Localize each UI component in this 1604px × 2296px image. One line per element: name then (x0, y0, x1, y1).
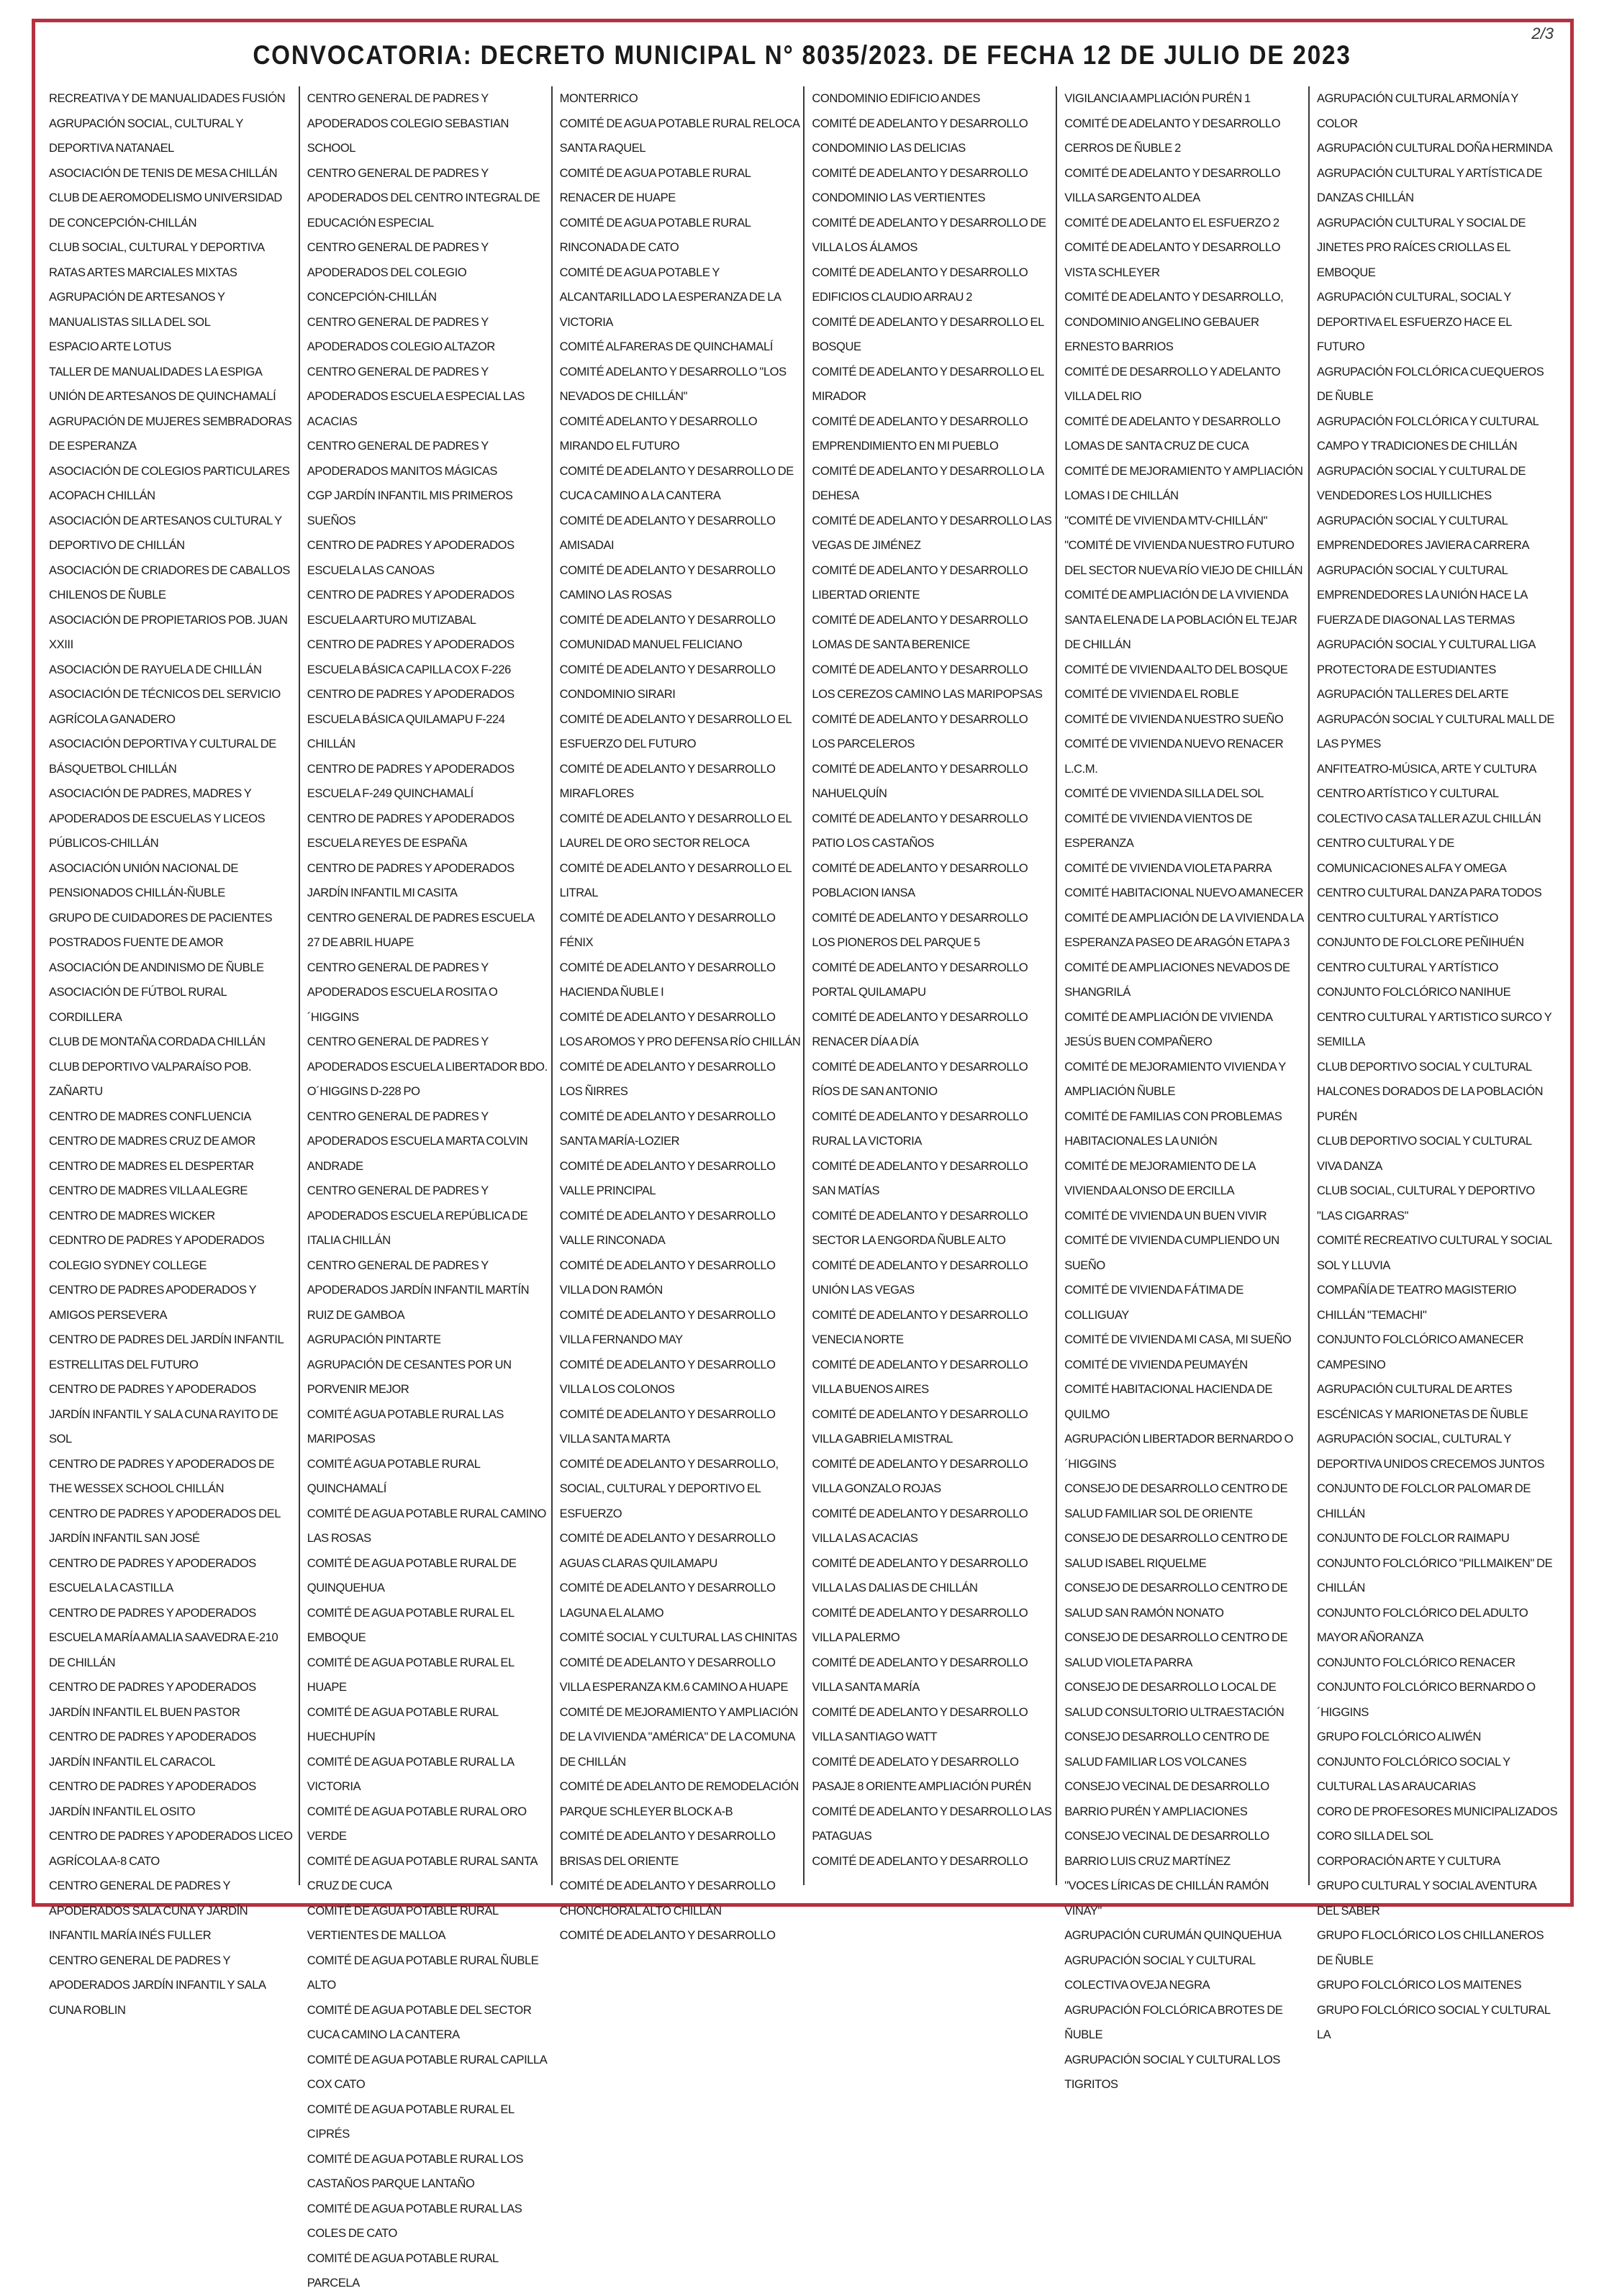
list-item: COMITÉ DE ADELANTO Y DESARROLLO LAS PATAGUAS (812, 1805, 1052, 1843)
column-1 (46, 86, 299, 2017)
list-item: COMITÉ DE ADELANTO Y DESARROLLO BRISAS DEL ORIENTE (559, 1830, 776, 1868)
list-item: CENTRO GENERAL DE PADRES Y APODERADOS DEL CENTRO INTEGRAL DE EDUCACIÓN ESPECIAL (307, 166, 540, 230)
list-item: VIGILANCIA AMPLIACIÓN PURÉN 1 (1064, 92, 1251, 105)
list-item: COMITÉ RECREATIVO CULTURAL Y SOCIAL SOL Y LLUVIA (1316, 1234, 1552, 1272)
list-item: COMITÉ DE ADELANTO Y DESARROLLO, CONDOMINIO ANGELINO GEBAUER ERNESTO BARRIOS (1064, 291, 1284, 353)
list-item: CLUB DE AEROMODELISMO UNIVERSIDAD DE CONCEPCIÓN-CHILLÁN (49, 191, 282, 230)
list-item: CENTRO GENERAL DE PADRES Y APODERADOS JARDÍN INFANTIL MARTÍN RUIZ DE GAMBOA (307, 1258, 530, 1322)
list-item: COMITÉ DE AGUA POTABLE RURAL PARCELA (307, 2251, 499, 2290)
list-item: AGRUPACIÓN SOCIAL Y CULTURAL EMPRENDEDORES JAVIERA CARRERA (1316, 514, 1530, 552)
list-item: COMITÉ DE ADELANTO Y DESARROLLO COMUNIDAD MANUEL FELICIANO (559, 613, 776, 651)
list-item: COMITÉ DE ADELANTO Y DESARROLLO LOMAS DE SANTA CRUZ DE CUCA (1064, 414, 1281, 453)
list-item: CENTRO DE MADRES VILLA ALEGRE (49, 1184, 248, 1197)
list-item: CENTRO GENERAL DE PADRES Y APODERADOS ESCUELA ROSITA O´HIGGINS (307, 961, 498, 1024)
list-item: ASOCIACIÓN DE PADRES, MADRES Y APODERADOS DE ESCUELAS Y LICEOS PÚBLICOS-CHILLÁN (49, 787, 266, 850)
list-item: COMITÉ DE ADELANTO Y DESARROLLO VILLA SANTA MARTA (559, 1407, 776, 1446)
list-item: COMITÉ DE ADELANTO Y DESARROLLO VALLE PRINCIPAL (559, 1159, 776, 1197)
list-item: CENTRO CULTURAL Y ARTISTICO SURCO Y SEMILLA (1316, 1010, 1552, 1048)
list-item: COMITÉ DE ADELANTO Y DESARROLLO AMISADAI (559, 514, 776, 552)
list-item: "VOCES LÍRICAS DE CHILLÁN RAMÓN VINAY" (1064, 1879, 1269, 1918)
list-item: CEDNTRO DE PADRES Y APODERADOS COLEGIO SYDNEY COLLEGE (49, 1234, 265, 1272)
list-item: AGRUPACIÓN SOCIAL Y CULTURAL EMPRENDEDORES LA UNIÓN HACE LA FUERZA DE DIAGONAL LAS TERMAS (1316, 563, 1528, 627)
list-item: COMITÉ DE ADELANTO Y DESARROLLO SANTA MARÍA-LOZIER (559, 1110, 776, 1148)
list-item: COMITÉ DE ADELANTO Y DESARROLLO VILLA SANTA MARÍA (812, 1656, 1028, 1694)
list-item: COMITÉ DE AGUA POTABLE RURAL CAMINO LAS ROSAS (307, 1507, 546, 1545)
list-item: CENTRO DE PADRES Y APODERADOS JARDÍN INFANTIL Y SALA CUNA RAYITO DE SOL (49, 1383, 278, 1446)
list-item: CENTRO DE PADRES Y APODERADOS ESCUELA ARTURO MUTIZABAL (307, 589, 515, 627)
list-item: CORPORACIÓN ARTE Y CULTURA (1316, 1854, 1500, 1868)
list-item: MONTERRICO (559, 92, 638, 105)
list-item: COMITÉ DE ADELANTO Y DESARROLLO VILLA SARGENTO ALDEA (1064, 166, 1281, 204)
list-item: CENTRO GENERAL DE PADRES Y APODERADOS COLEGIO ALTAZOR (307, 315, 495, 353)
list-item: AGRUPACIÓN DE MUJERES SEMBRADORAS DE ESPERANZA (49, 414, 292, 453)
list-item: COMITÉ DE AGUA POTABLE RURAL LA VICTORIA (307, 1755, 514, 1793)
list-item: CENTRO CULTURAL Y ARTÍSTICO CONJUNTO DE FOLCLORE PEÑIHUÉN (1316, 911, 1524, 949)
list-item: COMITÉ DE AGUA POTABLE RURAL DE QUINQUEHUA (307, 1556, 517, 1594)
list-item: CENTRO GENERAL DE PADRES Y APODERADOS DEL COLEGIO CONCEPCIÓN-CHILLÁN (307, 241, 489, 304)
list-item: AGRUPACIÓN SOCIAL Y CULTURAL DE VENDEDORES LOS HUILLICHES (1316, 464, 1526, 502)
list-item: COMITÉ DE ADELANTO Y DESARROLLO VENECIA NORTE (812, 1308, 1028, 1346)
list-item: CLUB DE MONTAÑA CORDADA CHILLÁN (49, 1035, 266, 1048)
list-item: AGRUPACIÓN CULTURAL Y SOCIAL DE JINETES PRO RAÍCES CRIOLLAS EL EMBOQUE (1316, 216, 1526, 279)
list-item: COMITÉ DE ADELANTO Y DESARROLLO VILLA ESPERANZA KM.6 CAMINO A HUAPE (559, 1656, 789, 1694)
list-item: COMITÉ DE ADELANTO Y DESARROLLO EMPRENDIMIENTO EN MI PUEBLO (812, 414, 1028, 453)
list-item: COMITÉ DE ADELANTO Y DESARROLLO FÉNIX (559, 911, 776, 949)
list-item: CENTRO DE PADRES Y APODERADOS JARDÍN INFANTIL EL CARACOL (49, 1730, 256, 1769)
list-item: COMITÉ DE ADELANTO Y DESARROLLO LOS ÑIRRES (559, 1060, 776, 1098)
list-item: COMITÉ DE AGUA POTABLE RURAL RINCONADA DE CATO (559, 216, 751, 254)
list-item: CENTRO CULTURAL Y ARTÍSTICO CONJUNTO FOLCLÓRICO NANIHUE (1316, 961, 1511, 999)
list-item: CORO DE PROFESORES MUNICIPALIZADOS (1316, 1805, 1558, 1818)
list-item: COMITÉ DE VIVIENDA PEUMAYÉN (1064, 1358, 1248, 1371)
list-item: "COMITÉ DE VIVIENDA NUESTRO FUTURO DEL SECTOR NUEVA RÍO VIEJO DE CHILLÁN (1064, 539, 1303, 577)
list-item: ASOCIACIÓN DE TÉCNICOS DEL SERVICIO AGRÍCOLA GANADERO (49, 688, 281, 726)
list-item: CENTRO DE PADRES Y APODERADOS JARDÍN INFANTIL EL OSITO (49, 1780, 256, 1818)
list-item: AGRUPACIÓN PINTARTE (307, 1333, 441, 1346)
list-item: ANFITEATRO-MÚSICA, ARTE Y CULTURA (1316, 762, 1536, 776)
list-item: COMITÉ DE ADELANTO Y DESARROLLO CONDOMINIO SIRARI (559, 663, 776, 701)
organizations-list (46, 86, 1561, 2290)
list-item: CENTRO GENERAL DE PADRES Y APODERADOS ESCUELA LIBERTADOR BDO. O´HIGGINS D-228 PO (307, 1035, 548, 1098)
list-item: COMITÉ DE AGUA POTABLE RURAL ORO VERDE (307, 1805, 527, 1843)
list-item: TALLER DE MANUALIDADES LA ESPIGA (49, 365, 263, 378)
list-item: COMITÉ DE AMPLIACIÓN DE LA VIVIENDA LA ESPERANZA PASEO DE ARAGÓN ETAPA 3 (1064, 911, 1304, 949)
list-item: COMITÉ DE ADELANTO Y DESARROLLO LOS PIONEROS DEL PARQUE 5 (812, 911, 1028, 949)
list-item: COMITÉ DE ADELANTO Y DESARROLLO EL LITRAL (559, 861, 792, 899)
column-5 (1056, 86, 1308, 2091)
list-item: AGRUPACIÓN CULTURAL Y ARTÍSTICA DE DANZAS CHILLÁN (1316, 166, 1543, 204)
list-item: AGRUPACIÓN CURUMÁN QUINQUEHUA (1064, 1929, 1282, 1942)
list-item: CONSEJO VECINAL DE DESARROLLO BARRIO LUIS CRUZ MARTÍNEZ (1064, 1830, 1269, 1868)
list-item: COMITÉ DE ADELANTO Y DESARROLLO CONDOMINIO LAS VERTIENTES (812, 166, 1028, 204)
list-item: COMITÉ DE ADELANTO Y DESARROLLO DE CUCA CAMINO A LA CANTERA (559, 464, 794, 502)
list-item: CENTRO ARTÍSTICO Y CULTURAL COLECTIVO CASA TALLER AZUL CHILLÁN (1316, 787, 1541, 825)
list-item: ASOCIACIÓN DE CRIADORES DE CABALLOS CHILENOS DE ÑUBLE (49, 563, 291, 602)
list-item: CONSEJO DE DESARROLLO CENTRO DE SALUD SAN RAMÓN NONATO (1064, 1582, 1288, 1620)
list-item: AGRUPACIÓN SOCIAL Y CULTURAL LOS TIGRITOS (1064, 2053, 1281, 2091)
list-item: COMITÉ DE AGUA POTABLE RURAL EL HUAPE (307, 1656, 515, 1694)
list-item: COMITÉ DE ADELANTO Y DESARROLLO EDIFICIOS CLAUDIO ARRAU 2 (812, 266, 1028, 304)
list-item: ASOCIACIÓN DE RAYUELA DE CHILLÁN (49, 663, 262, 676)
list-item: CENTRO DE MADRES EL DESPERTAR (49, 1159, 254, 1173)
list-item: COMITÉ DE ADELANTO Y DESARROLLO PATIO LOS CASTAÑOS (812, 812, 1028, 850)
list-item: COMITÉ ADELANTO Y DESARROLLO MIRANDO EL FUTURO (559, 414, 758, 453)
list-item: ASOCIACIÓN DE COLEGIOS PARTICULARES ACOPACH CHILLÁN (49, 464, 290, 502)
list-item: CENTRO DE PADRES Y APODERADOS LICEO AGRÍCOLA A-8 CATO (49, 1830, 293, 1868)
list-item: CENTRO DE PADRES Y APODERADOS ESCUELA BÁSICA CAPILLA COX F-226 (307, 638, 515, 676)
list-item: COMITÉ DE ADELANTO Y DESARROLLO DE VILLA LOS ÁLAMOS (812, 216, 1046, 254)
list-item: COMITÉ DE AMPLIACIÓN DE VIVIENDA JESÚS BUEN COMPAÑERO (1064, 1010, 1272, 1048)
list-item: CONSEJO DE DESARROLLO LOCAL DE SALUD CONSULTORIO ULTRAESTACIÓN (1064, 1681, 1284, 1719)
list-item: ASOCIACIÓN DE PROPIETARIOS POB. JUAN XXIII (49, 613, 288, 651)
list-item: AGRUPACIÓN SOCIAL, CULTURAL Y DEPORTIVA NATANAEL (49, 117, 243, 155)
list-item: CONDOMINIO EDIFICIO ANDES (812, 92, 981, 105)
list-item: CENTRO DE PADRES Y APODERADOS ESCUELA LA CASTILLA (49, 1556, 256, 1594)
list-item: CENTRO DE MADRES WICKER (49, 1209, 215, 1222)
list-item: COMITÉ DE ADELANTO Y DESARROLLO LAGUNA EL ALAMO (559, 1582, 776, 1620)
list-item: CENTRO DE PADRES Y APODERADOS ESCUELA LAS CANOAS (307, 539, 515, 577)
list-item: COMITÉ DE ADELANTO Y DESARROLLO VILLA LAS DALIAS DE CHILLÁN (812, 1556, 1028, 1594)
list-item: AGRUPACIÓN FOLCLÓRICA Y CULTURAL CAMPO Y TRADICIONES DE CHILLÁN (1316, 414, 1539, 453)
list-item: ASOCIACIÓN DE ANDINISMO DE ÑUBLE (49, 961, 264, 974)
list-item: COMITÉ DE ADELANTO Y DESARROLLO SECTOR LA ENGORDA ÑUBLE ALTO (812, 1209, 1028, 1247)
list-item: COMITÉ DE AGUA POTABLE RURAL SANTA CRUZ DE CUCA (307, 1854, 538, 1892)
list-item: COMITÉ DE VIVIENDA VIENTOS DE ESPERANZA (1064, 812, 1253, 850)
page-number: 2/3 (1531, 24, 1554, 42)
list-item: COMITÉ DE ADELANTO Y DESARROLLO LOMAS DE SANTA BERENICE (812, 613, 1028, 651)
list-item: UNIÓN DE ARTESANOS DE QUINCHAMALÍ (49, 390, 276, 403)
list-item: COMITÉ DE AMPLIACIONES NEVADOS DE SHANGRILÁ (1064, 961, 1290, 999)
list-item: ESPACIO ARTE LOTUS (49, 340, 171, 353)
list-item: COMITÉ ALFARERAS DE QUINCHAMALÍ (559, 340, 773, 353)
list-item: COMITÉ DE ADELANTO Y DESARROLLO CHONCHORAL ALTO CHILLÁN (559, 1879, 776, 1918)
list-item: COMITÉ DE ADELANTO Y DESARROLLO RÍOS DE SAN ANTONIO (812, 1060, 1028, 1098)
list-item: COMITÉ DE AMPLIACIÓN DE LA VIVIENDA SANTA ELENA DE LA POBLACIÓN EL TEJAR DE CHILLÁN (1064, 589, 1297, 651)
list-item: COMITÉ DE MEJORAMIENTO Y AMPLIACIÓN DE LA VIVIENDA "AMÉRICA" DE LA COMUNA DE CHILLÁN (559, 1705, 798, 1769)
list-item: CENTRO GENERAL DE PADRES Y APODERADOS SALA CUNA Y JARDÍN INFANTIL MARÍA INÉS FULLER (49, 1879, 248, 1942)
list-item: COMITÉ DE AGUA POTABLE RURAL ÑUBLE ALTO (307, 1954, 539, 1992)
list-item: COMITÉ DE ADELANTO Y DESARROLLO VILLA PALERMO (812, 1606, 1028, 1644)
list-item: COMITÉ DE FAMILIAS CON PROBLEMAS HABITACIONALES LA UNIÓN (1064, 1110, 1282, 1148)
list-item: ASOCIACIÓN DEPORTIVA Y CULTURAL DE BÁSQUETBOL CHILLÁN (49, 738, 276, 776)
list-item: COMITÉ DE ADELANTO Y DESARROLLO HACIENDA ÑUBLE I (559, 961, 776, 999)
list-item: GRUPO FOLCLÓRICO LOS MAITENES (1316, 1979, 1522, 1992)
list-item: AGRUPACIÓN CULTURAL DOÑA HERMINDA (1316, 142, 1553, 155)
list-item: COMITÉ DE ADELANTO Y DESARROLLO NAHUELQUÍN (812, 762, 1028, 800)
list-item: "COMITÉ DE VIVIENDA MTV-CHILLÁN" (1064, 514, 1268, 527)
list-item: COMITÉ DE VIVIENDA MI CASA, MI SUEÑO (1064, 1333, 1292, 1346)
list-item: COMITÉ DE ADELANTO Y DESARROLLO VILLA LOS COLONOS (559, 1358, 776, 1396)
list-item: CENTRO DE PADRES DEL JARDÍN INFANTIL ESTRELLITAS DEL FUTURO (49, 1333, 284, 1371)
list-item: COMITÉ ADELANTO Y DESARROLLO "LOS NEVADOS DE CHILLÁN" (559, 365, 787, 403)
list-item: CONSEJO DE DESARROLLO CENTRO DE SALUD VIOLETA PARRA (1064, 1631, 1288, 1669)
list-item: COMITÉ DE VIVIENDA VIOLETA PARRA (1064, 861, 1272, 875)
list-item: CLUB SOCIAL, CULTURAL Y DEPORTIVA RATAS ARTES MARCIALES MIXTAS (49, 241, 264, 279)
list-item: CENTRO GENERAL DE PADRES Y APODERADOS ESCUELA MARTA COLVIN ANDRADE (307, 1110, 528, 1173)
list-item: COMITÉ DE ADELANTO Y DESARROLLO UNIÓN LAS VEGAS (812, 1258, 1028, 1297)
list-item: COMITÉ DE ADELANTO Y DESARROLLO LOS PARCELEROS (812, 712, 1028, 750)
list-item: COMITÉ HABITACIONAL HACIENDA DE QUILMO (1064, 1383, 1273, 1421)
list-item: COMITÉ DE ADELANTO Y DESARROLLO VILLA SANTIAGO WATT (812, 1705, 1028, 1743)
list-item: COMITÉ DE ADELANTO Y DESARROLLO CONDOMINIO LAS DELICIAS (812, 117, 1028, 155)
list-item: COMITÉ DE AGUA POTABLE RURAL RENACER DE HUAPE (559, 166, 751, 204)
list-item: COMITÉ DE ADELANTO DE REMODELACIÓN PARQUE SCHLEYER BLOCK A-B (559, 1780, 799, 1818)
column-2 (299, 86, 551, 2290)
list-item: GRUPO FOLCLÓRICO ALIWÉN (1316, 1730, 1482, 1743)
list-item: CONSEJO VECINAL DE DESARROLLO BARRIO PURÉN Y AMPLIACIONES (1064, 1780, 1269, 1818)
list-item: AGRUPACIÓN CULTURAL ARMONÍA Y COLOR (1316, 92, 1518, 130)
list-item: COMITÉ DE VIVIENDA EL ROBLE (1064, 688, 1239, 701)
list-item: COMITÉ DE VIVIENDA CUMPLIENDO UN SUEÑO (1064, 1234, 1279, 1272)
list-item: AGRUPACIÓN SOCIAL Y CULTURAL LIGA PROTECTORA DE ESTUDIANTES (1316, 638, 1536, 676)
list-item: CENTRO DE PADRES Y APODERADOS JARDÍN INFANTIL MI CASITA (307, 861, 515, 899)
list-item: CLUB DEPORTIVO SOCIAL Y CULTURAL VIVA DANZA (1316, 1135, 1531, 1173)
list-item: CENTRO DE MADRES CRUZ DE AMOR (49, 1135, 255, 1148)
list-item: AGRUPACIÓN DE ARTESANOS Y MANUALISTAS SILLA DEL SOL (49, 291, 225, 329)
list-item: COMITÉ DE ADELANTO Y DESARROLLO LIBERTAD ORIENTE (812, 563, 1028, 602)
list-item: COMITÉ DE ADELANTO Y DESARROLLO EL ESFUERZO DEL FUTURO (559, 712, 792, 750)
list-item: CENTRO GENERAL DE PADRES Y APODERADOS ESCUELA ESPECIAL LAS ACACIAS (307, 365, 525, 428)
page-title: CONVOCATORIA: DECRETO MUNICIPAL N° 8035/2023. DE FECHA 12 DE JULIO DE 2023 (253, 40, 1351, 70)
list-item: CONJUNTO FOLCLÓRICO RENACER (1316, 1656, 1515, 1669)
list-item: AGRUPACÓN SOCIAL Y CULTURAL MALL DE LAS PYMES (1316, 712, 1555, 750)
list-item: GRUPO CULTURAL Y SOCIAL AVENTURA DEL SABER (1316, 1879, 1536, 1918)
list-item: CONSEJO DE DESARROLLO CENTRO DE SALUD ISABEL RIQUELME (1064, 1532, 1288, 1570)
list-item: COMITÉ DE ADELANTO Y DESARROLLO LA DEHESA (812, 464, 1043, 502)
list-item: COMITÉ DE ADELANTO Y DESARROLLO, SOCIAL, CULTURAL Y DEPORTIVO EL ESFUERZO (559, 1457, 779, 1520)
list-item: ASOCIACIÓN DE ARTESANOS CULTURAL Y DEPORTIVO DE CHILLÁN (49, 514, 282, 552)
list-item: COMITÉ DE ADELANTO Y DESARROLLO VILLA FERNANDO MAY (559, 1308, 776, 1346)
list-item: CONJUNTO FOLCLÓRICO BERNARDO O´HIGGINS (1316, 1681, 1536, 1719)
list-item: COMITÉ AGUA POTABLE RURAL QUINCHAMALÍ (307, 1457, 480, 1495)
list-item: AGRUPACIÓN LIBERTADOR BERNARDO O´HIGGINS (1064, 1433, 1294, 1471)
list-item: COMITÉ DE VIVIENDA UN BUEN VIVIR (1064, 1209, 1267, 1222)
list-item: COMITÉ DE ADELANTO Y DESARROLLO AGUAS CLARAS QUILAMAPU (559, 1532, 776, 1570)
list-item: COMITÉ DE ADELANTO Y DESARROLLO RURAL LA VICTORIA (812, 1110, 1028, 1148)
list-item: CENTRO GENERAL DE PADRES Y APODERADOS COLEGIO SEBASTIAN SCHOOL (307, 92, 509, 155)
list-item: ASOCIACIÓN DE TENIS DE MESA CHILLÁN (49, 166, 278, 180)
list-item: COMITÉ DE ADELANTO Y DESARROLLO LOS CEREZOS CAMINO LAS MARIPOPSAS (812, 663, 1043, 701)
list-item: CORO SILLA DEL SOL (1316, 1830, 1433, 1843)
list-item: CLUB DEPORTIVO SOCIAL Y CULTURAL HALCONES DORADOS DE LA POBLACIÓN PURÉN (1316, 1060, 1544, 1123)
list-item: CENTRO DE PADRES Y APODERADOS ESCUELA BÁSICA QUILAMAPU F-224 CHILLÁN (307, 688, 515, 750)
list-item: CONJUNTO DE FOLCLOR PALOMAR DE CHILLÁN (1316, 1482, 1531, 1520)
list-item: COMITÉ DE ADELANTO Y DESARROLLO SAN MATÍAS (812, 1159, 1028, 1197)
list-item: COMITÉ DE MEJORAMIENTO VIVIENDA Y AMPLIACIÓN ÑUBLE (1064, 1060, 1286, 1098)
list-item: COMITÉ DE ADELANTO Y DESARROLLO (559, 1929, 776, 1942)
list-item: COMITÉ DE AGUA POTABLE RURAL LAS COLES DE CATO (307, 2202, 522, 2240)
list-item: CENTRO DE MADRES CONFLUENCIA (49, 1110, 251, 1123)
list-item: AGRUPACIÓN SOCIAL, CULTURAL Y DEPORTIVA UNIDOS CRECEMOS JUNTOS (1316, 1433, 1545, 1471)
list-item: COMITÉ DE DESARROLLO Y ADELANTO VILLA DEL RIO (1064, 365, 1281, 403)
list-item: COMITÉ DE AGUA POTABLE DEL SECTOR CUCA CAMINO LA CANTERA (307, 2003, 532, 2041)
list-item: CENTRO GENERAL DE PADRES Y APODERADOS ESCUELA REPÚBLICA DE ITALIA CHILLÁN (307, 1184, 528, 1247)
list-item: AGRUPACIÓN CULTURAL, SOCIAL Y DEPORTIVA EL ESFUERZO HACE EL FUTURO (1316, 291, 1512, 353)
list-item: CENTRO DE PADRES Y APODERADOS DEL JARDÍN INFANTIL SAN JOSÉ (49, 1507, 281, 1545)
list-item: COMITÉ DE ADELANTO Y DESARROLLO RENACER DÍA A DÍA (812, 1010, 1028, 1048)
list-item: COMITÉ DE ADELANTO Y DESARROLLO EL MIRADOR (812, 365, 1044, 403)
list-item: COMITÉ DE ADELATO Y DESARROLLO PASAJE 8 ORIENTE AMPLIACIÓN PURÉN (812, 1755, 1031, 1793)
list-item: COMITÉ DE ADELANTO Y DESARROLLO EL BOSQUE (812, 315, 1044, 353)
list-item: COMITÉ DE ADELANTO Y DESARROLLO EL LAUREL DE ORO SECTOR RELOCA (559, 812, 792, 850)
list-item: CENTRO DE PADRES Y APODERADOS ESCUELA REYES DE ESPAÑA (307, 812, 515, 850)
list-item: COMITÉ DE ADELANTO Y DESARROLLO PORTAL QUILAMAPU (812, 961, 1028, 999)
list-item: CONJUNTO FOLCLÓRICO DEL ADULTO MAYOR AÑORANZA (1316, 1606, 1528, 1644)
list-item: GRUPO FOLCLÓRICO SOCIAL Y CULTURAL LA (1316, 2003, 1551, 2041)
list-item: COMITÉ DE AGUA POTABLE RURAL RELOCA SANTA RAQUEL (559, 117, 799, 155)
list-item: CONJUNTO DE FOLCLOR RAIMAPU (1316, 1532, 1510, 1545)
list-item: COMITÉ DE ADELANTO Y DESARROLLO CERROS DE ÑUBLE 2 (1064, 117, 1281, 155)
list-item: COMITÉ DE AGUA POTABLE Y ALCANTARILLADO LA ESPERANZA DE LA VICTORIA (559, 266, 781, 329)
list-item: GRUPO DE CUIDADORES DE PACIENTES POSTRADOS FUENTE DE AMOR (49, 911, 273, 949)
list-item: AGRUPACIÓN FOLCLÓRICA CUEQUEROS DE ÑUBLE (1316, 365, 1544, 403)
list-item: COMITÉ DE AGUA POTABLE RURAL LOS CASTAÑOS PARQUE LANTAÑO (307, 2152, 524, 2190)
list-item: CENTRO DE PADRES Y APODERADOS ESCUELA F-249 QUINCHAMALÍ (307, 762, 515, 800)
list-item: CONSEJO DE DESARROLLO CENTRO DE SALUD FAMILIAR SOL DE ORIENTE (1064, 1482, 1288, 1520)
list-item: COMITÉ DE AGUA POTABLE RURAL VERTIENTES DE MALLOA (307, 1904, 499, 1942)
list-item: AGRUPACIÓN TALLERES DEL ARTE (1316, 688, 1509, 701)
list-item: ASOCIACIÓN UNIÓN NACIONAL DE PENSIONADOS CHILLÁN-ÑUBLE (49, 861, 238, 899)
column-6 (1308, 86, 1561, 2041)
list-item: CENTRO CULTURAL Y DE COMUNICACIONES ALFA Y OMEGA (1316, 837, 1507, 875)
list-item: COMITÉ DE ADELANTO Y DESARROLLO MIRAFLORES (559, 762, 776, 800)
list-item: COMITÉ DE VIVIENDA ALTO DEL BOSQUE (1064, 663, 1288, 676)
list-item: COMITÉ DE AGUA POTABLE RURAL HUECHUPÍN (307, 1705, 499, 1743)
list-item: ASOCIACIÓN DE FÚTBOL RURAL CORDILLERA (49, 986, 227, 1024)
list-item: CENTRO GENERAL DE PADRES ESCUELA 27 DE ABRIL HUAPE (307, 911, 534, 949)
list-item: AGRUPACIÓN DE CESANTES POR UN PORVENIR MEJOR (307, 1358, 512, 1396)
list-item: COMPAÑÍA DE TEATRO MAGISTERIO CHILLÁN "TEMACHI" (1316, 1284, 1516, 1322)
list-item: COMITÉ DE ADELANTO Y DESARROLLO VISTA SCHLEYER (1064, 241, 1281, 279)
list-item: COMITÉ DE ADELANTO Y DESARROLLO LAS VEGAS DE JIMÉNEZ (812, 514, 1052, 552)
list-item: CGP JARDÍN INFANTIL MIS PRIMEROS SUEÑOS (307, 489, 513, 527)
list-item: COMITÉ DE AGUA POTABLE RURAL CAPILLA COX CATO (307, 2053, 547, 2091)
list-item: CENTRO DE PADRES Y APODERADOS ESCUELA MARÍA AMALIA SAAVEDRA E-210 DE CHILLÁN (49, 1606, 278, 1669)
list-item: COMITÉ DE AGUA POTABLE RURAL EL CIPRÉS (307, 2102, 515, 2141)
list-item: COMITÉ DE ADELANTO Y DESARROLLO VILLA GONZALO ROJAS (812, 1457, 1028, 1495)
list-item: CONJUNTO FOLCLÓRICO AMANECER CAMPESINO (1316, 1333, 1524, 1371)
list-item: COMITÉ DE VIVIENDA NUEVO RENACER L.C.M. (1064, 738, 1284, 776)
list-item: AGRUPACIÓN FOLCLÓRICA BROTES DE ÑUBLE (1064, 2003, 1283, 2041)
list-item: COMITÉ DE MEJORAMIENTO DE LA VIVIENDA ALONSO DE ERCILLA (1064, 1159, 1256, 1197)
list-item: COMITÉ DE VIVIENDA SILLA DEL SOL (1064, 787, 1264, 800)
list-item: COMITÉ SOCIAL Y CULTURAL LAS CHINITAS (559, 1631, 797, 1644)
list-item: COMITÉ DE MEJORAMIENTO Y AMPLIACIÓN LOMAS I DE CHILLÁN (1064, 464, 1303, 502)
list-item: COMITÉ DE AGUA POTABLE RURAL EL EMBOQUE (307, 1606, 515, 1644)
column-3 (551, 86, 804, 1942)
list-item: GRUPO FLOCLÓRICO LOS CHILLANEROS DE ÑUBLE (1316, 1929, 1544, 1967)
list-item: COMITÉ DE ADELANTO EL ESFUERZO 2 (1064, 216, 1279, 230)
list-item: COMITÉ DE ADELANTO Y DESARROLLO VILLA LAS ACACIAS (812, 1507, 1028, 1545)
list-item: COMITÉ HABITACIONAL NUEVO AMANECER (1064, 886, 1303, 899)
list-item: COMITÉ DE ADELANTO Y DESARROLLO VALLE RINCONADA (559, 1209, 776, 1247)
list-item: COMITÉ DE VIVIENDA FÁTIMA DE COLLIGUAY (1064, 1284, 1244, 1322)
list-item: COMITÉ DE ADELANTO Y DESARROLLO CAMINO LAS ROSAS (559, 563, 776, 602)
list-item: COMITÉ DE ADELANTO Y DESARROLLO POBLACION IANSA (812, 861, 1028, 899)
list-item: CENTRO GENERAL DE PADRES Y APODERADOS MANITOS MÁGICAS (307, 440, 497, 478)
list-item: CENTRO DE PADRES APODERADOS Y AMIGOS PERSEVERA (49, 1284, 256, 1322)
list-item: COMITÉ DE ADELANTO Y DESARROLLO VILLA BUENOS AIRES (812, 1358, 1028, 1396)
list-item: COMITÉ DE ADELANTO Y DESARROLLO (812, 1854, 1028, 1868)
list-item: CENTRO DE PADRES Y APODERADOS DE THE WESSEX SCHOOL CHILLÁN (49, 1457, 275, 1495)
list-item: CENTRO CULTURAL DANZA PARA TODOS (1316, 886, 1542, 899)
list-item: CLUB DEPORTIVO VALPARAÍSO POB. ZAÑARTU (49, 1060, 252, 1098)
list-item: CONJUNTO FOLCLÓRICO "PILLMAIKEN" DE CHILLÁN (1316, 1556, 1553, 1594)
column-4 (803, 86, 1056, 1885)
list-item: CONJUNTO FOLCLÓRICO SOCIAL Y CULTURAL LAS ARAUCARIAS (1316, 1755, 1510, 1793)
list-item: CENTRO DE PADRES Y APODERADOS JARDÍN INFANTIL EL BUEN PASTOR (49, 1681, 256, 1719)
list-item: COMITÉ DE ADELANTO Y DESARROLLO LOS AROMOS Y PRO DEFENSA RÍO CHILLÁN (559, 1010, 801, 1048)
list-item: COMITÉ DE ADELANTO Y DESARROLLO VILLA GABRIELA MISTRAL (812, 1407, 1028, 1446)
list-item: RECREATIVA Y DE MANUALIDADES FUSIÓN (49, 92, 286, 105)
list-item: COMITÉ AGUA POTABLE RURAL LAS MARIPOSAS (307, 1407, 504, 1446)
list-item: COMITÉ DE ADELANTO Y DESARROLLO VILLA DON RAMÓN (559, 1258, 776, 1297)
list-item: CLUB SOCIAL, CULTURAL Y DEPORTIVO "LAS CIGARRAS" (1316, 1184, 1535, 1222)
list-item: AGRUPACIÓN SOCIAL Y CULTURAL COLECTIVA OVEJA NEGRA (1064, 1954, 1256, 1992)
list-item: COMITÉ DE VIVIENDA NUESTRO SUEÑO (1064, 712, 1284, 726)
list-item: CENTRO GENERAL DE PADRES Y APODERADOS JARDÍN INFANTIL Y SALA CUNA ROBLIN (49, 1954, 266, 2017)
list-item: CONSEJO DESARROLLO CENTRO DE SALUD FAMILIAR LOS VOLCANES (1064, 1730, 1269, 1769)
list-item: AGRUPACIÓN CULTURAL DE ARTES ESCÉNICAS Y MARIONETAS DE ÑUBLE (1316, 1383, 1528, 1421)
